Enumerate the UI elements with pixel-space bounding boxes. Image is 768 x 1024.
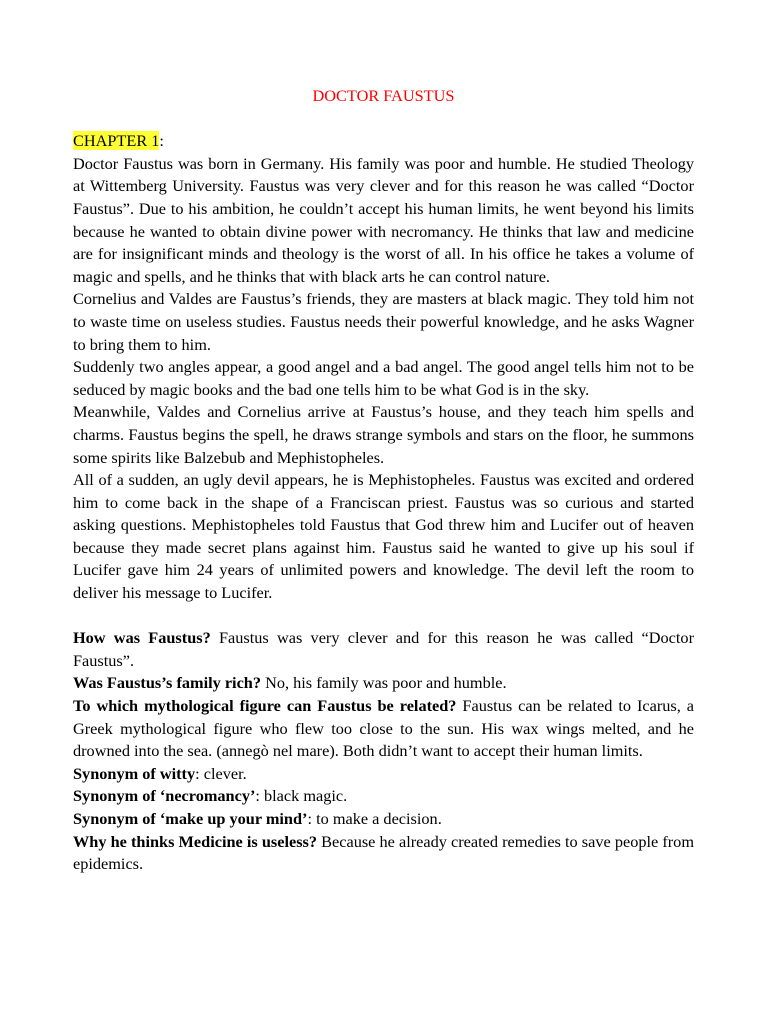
answer: Because he already created remedies to save people from epidemics. <box>73 831 694 874</box>
qa-separator: : <box>255 786 265 806</box>
answer: Faustus can be related to Icarus, a Greek mythological figure who flew too close to the sun. His wax wings melted, and he drowned into the sea. (annegò nel mare). Both didn’t want to accept their human limits. <box>73 696 694 761</box>
chapter-label-suffix: : <box>159 131 164 151</box>
question: How was Faustus? <box>73 628 211 648</box>
question: Was Faustus’s family rich? <box>73 673 261 693</box>
qa-item <box>73 785 694 808</box>
answer: Faustus was very clever and for this reason he was called “Doctor Faustus”. <box>73 628 694 670</box>
paragraph: Cornelius and Valdes are Faustus’s friends, they are masters at black magic. They told him not to waste time on useless studies. Faustus needs their powerful knowledge, and he asks Wagner to bring them to him. <box>73 289 694 354</box>
spacer <box>73 605 694 628</box>
paragraph: Doctor Faustus was born in Germany. His family was poor and humble. He studied Theology at Wittemberg University. Faustus was very clever and for this reason he was called “Doctor Faustus”. Due to his ambition, he couldn’t accept his human limits, he went beyond his limits because he wanted to obtain divine power with necromancy. He thinks that law and medicine are for insignificant minds and theology is the worst of all. In his office he takes a volume of magic and spells, and he thinks that with black arts he can control nature. <box>73 153 694 286</box>
question: Synonym of ‘make up your mind’ <box>73 809 308 828</box>
qa-item <box>73 627 694 672</box>
chapter-heading <box>73 130 694 153</box>
answer: clever. <box>203 763 247 783</box>
chapter-label-highlight: CHAPTER 1 <box>73 131 160 151</box>
document-page <box>73 85 694 876</box>
question: Why he thinks Medicine is useless? <box>73 831 318 851</box>
qa-separator: : <box>307 809 317 828</box>
paragraph: Suddenly two angles appear, a good angel and a bad angel. The good angel tells him not to be seduced by magic books and the bad one tells him to be what God is in the sky. <box>73 357 694 399</box>
qa-item <box>73 763 694 786</box>
paragraph: All of a sudden, an ugly devil appears, he is Mephistopheles. Faustus was excited and ordered him to come back in the shape of a Franciscan priest. Faustus was so curious and started asking questions. Mephistopheles told Faustus that God threw him and Lucifer out of heaven because they made secret plans against him. Faustus said he wanted to give up his soul if Lucifer gave him 24 years of unlimited powers and knowledge. The devil left the room to deliver his message to Lucifer. <box>73 470 694 603</box>
qa-item <box>73 672 694 695</box>
document-title: DOCTOR FAUSTUS <box>312 86 455 105</box>
qa-item <box>73 808 694 831</box>
qa-separator: : <box>195 763 204 783</box>
question: Synonym of witty <box>73 763 196 783</box>
question: To which mythological figure can Faustus be related? <box>73 696 457 716</box>
qa-item <box>73 695 694 763</box>
qa-item <box>73 831 694 876</box>
paragraph: Meanwhile, Valdes and Cornelius arrive at Faustus’s house, and they teach him spells and charms. Faustus begins the spell, he draws strange symbols and stars on the floor, he summons some spirits like Balzebub and Mephistopheles. <box>73 402 694 467</box>
spacer <box>73 108 694 131</box>
answer: black magic. <box>264 786 348 806</box>
answer: No, his family was poor and humble. <box>265 673 507 693</box>
question: Synonym of ‘necromancy’ <box>73 786 256 806</box>
qa-separator <box>211 628 219 647</box>
answer: to make a decision. <box>316 809 442 828</box>
